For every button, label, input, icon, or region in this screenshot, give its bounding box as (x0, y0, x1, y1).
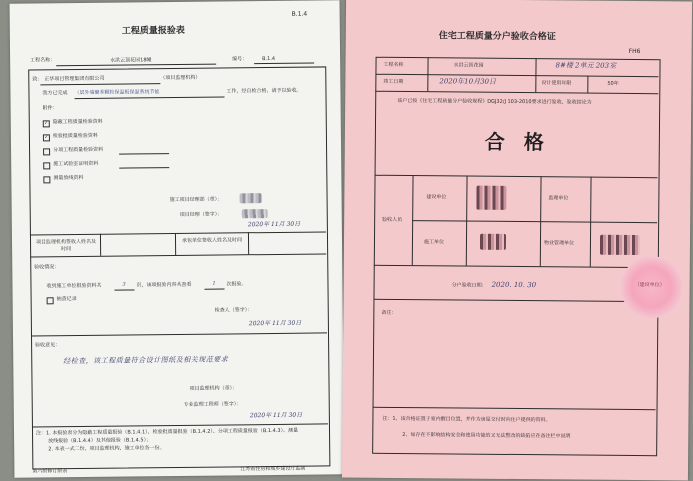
attachment-checkbox-5[interactable] (43, 176, 50, 183)
supervisor-label: 专业监理工程师（签字）： (183, 401, 242, 408)
date-label: 分户验收日期： (451, 282, 487, 289)
attachment-label-2: 检验批质量检验资料 (52, 132, 98, 140)
project-underline (56, 64, 216, 67)
stamp-text: （建设单位） (634, 282, 665, 289)
count-2-underline (205, 289, 225, 290)
company-stamp (620, 256, 683, 319)
inspect-record-label: 抽查记录 (56, 296, 77, 303)
work-prefix: 我方已完成 (42, 90, 68, 97)
cert-unit-value: 8#楼 2单元 203室 (555, 61, 617, 70)
to-label: 致： (32, 76, 43, 83)
number-label: 编号： (232, 56, 248, 63)
attachment-label-1: 隐蔽工程质量检验资料 (52, 118, 103, 126)
cert-code: FH6 (628, 47, 641, 56)
complete-value: 2020年10月30日 (439, 77, 497, 86)
form-title: 工程质量报验表 (121, 25, 185, 37)
cert-title: 住宅工程质量分户验收合格证 (438, 31, 556, 43)
work-suffix: 工作，经自检合格，请予以验收。 (226, 87, 302, 95)
footer-right: 江苏省住房和城乡建设厅监制 (240, 465, 306, 473)
attachment-label-3: 分项工程质量检验资料 (53, 146, 104, 154)
date-value: 2020. 10. 30 (491, 280, 537, 290)
to-suffix: （项目监理机构） (160, 74, 201, 82)
property-unit-label: 物业管理单位 (543, 240, 575, 247)
receiver-label: 项目监理机构签收人姓名及时间 (35, 238, 97, 253)
acceptor-label: 验收人员 (382, 216, 403, 223)
attachment-checkbox-1[interactable]: ✓ (44, 120, 49, 127)
number-underline (254, 63, 314, 65)
inspect-count-1: 3 (122, 281, 126, 288)
to-value: 正华项目管理集团有限公司 (44, 75, 105, 83)
count-1-underline (115, 289, 135, 290)
acceptance-certificate-sheet (342, 0, 692, 481)
col-divider-2 (175, 233, 176, 255)
cert-table (372, 57, 660, 456)
note-line-1: 注：1. 本报验表分为隐蔽工程质量报验（B.1.4.1）、检验批质量报验（B.1.4.2）、分项工程质量报验（B.1.4.3）、测量 (35, 427, 299, 437)
cert-statement: 该户已按《住宅工程质量分户验收规程》DGJ32/J 103-2010要求进行验收，验收结论为 (397, 97, 592, 106)
attachment-label-4: 施工试验室证明资料 (53, 160, 99, 168)
attachment-checkbox-2[interactable]: ✓ (44, 134, 49, 141)
redacted-construct-signature (480, 234, 506, 250)
report-table (28, 66, 330, 469)
cert-project-label: 工程名称 (383, 61, 404, 69)
date-3: 2020年 11月 30日 (249, 411, 303, 420)
date-1: 2020年 11月 30日 (247, 220, 301, 229)
supervisor-org-label: 项目监理机构（章）： (189, 385, 238, 392)
redacted-build-signature (476, 186, 506, 210)
inspect-record-checkbox[interactable] (47, 297, 54, 304)
inspect-title: 验收情况： (34, 264, 60, 271)
redacted-signature (242, 209, 268, 218)
project-value: 水洪云顶花园18幢 (110, 57, 152, 64)
attachment-label-5: 测量放线资料 (53, 174, 84, 182)
inspection-report-sheet (10, 0, 345, 477)
cert-project-value: 水洪云顶花园 (453, 62, 484, 69)
redacted-seal (240, 193, 262, 203)
inspect-text-1: 收到施工单位报验资料共 (46, 282, 102, 290)
remarks-label: 备注： (381, 309, 397, 316)
note-line-2: 放线报验（B.1.4.4）及其他报验（B.1.4.5）； (48, 437, 152, 445)
col-divider-3 (248, 232, 249, 254)
redacted-property-signature (600, 235, 640, 255)
design-life-value: 50年 (607, 80, 619, 87)
cert-footnote-2: 2、如存在不影响结构安全和使用功能的又无法整改的缺陷应在备注栏中说明 (402, 432, 571, 440)
contractor-label: 施工项目经理部（章）： (169, 196, 223, 204)
cert-footnote-1: 注：1、该合格证置于室内醒目位置，并作为房屋交付时向住户提供的资料。 (382, 415, 551, 424)
build-unit-label: 建设单位 (426, 194, 447, 201)
opinion-handwriting: 经检查，该工程质量符合设计图纸及相关规范要求 (63, 355, 229, 366)
work-value: （层外墙聚苯颗粒保温板保温系统节能 (74, 89, 160, 97)
number-value: B.1.4 (262, 55, 276, 63)
attach-label: 附件： (42, 105, 58, 112)
note-line-3: 2. 本表一式二份，项目监理机构、施工单位各一份。 (48, 445, 165, 453)
pm-label: 项目经理（签字）： (179, 211, 223, 218)
attachment-checkbox-3[interactable] (43, 148, 50, 155)
attachment-checkbox-4[interactable] (43, 162, 50, 169)
supervise-unit-label: 监理单位 (548, 195, 569, 202)
inspect-count-2: 1 (212, 280, 216, 287)
inspect-text-2: 页，该项报验内容共查看 (136, 281, 192, 289)
project-label: 工程名称： (30, 57, 56, 64)
opinion-title: 验收意见： (35, 342, 61, 349)
inspect-text-3: 次报验。 (226, 281, 247, 288)
date-2: 2020年 11月 30日 (248, 319, 302, 328)
cert-col-3 (587, 76, 588, 93)
checker-label: 检查人（签字）： (214, 307, 253, 314)
receiver2-label: 承包单位签收人姓名及时间 (181, 237, 243, 244)
footer-left: 第六版修订版表 (32, 468, 68, 475)
cert-result: 合 格 (484, 129, 550, 155)
construct-unit-label: 施工单位 (423, 239, 445, 246)
design-life-label: 设计使用年限 (541, 80, 572, 87)
form-code: B.1.4 (291, 10, 308, 18)
complete-label: 竣工日期 (383, 78, 404, 86)
col-divider-1 (100, 234, 101, 256)
